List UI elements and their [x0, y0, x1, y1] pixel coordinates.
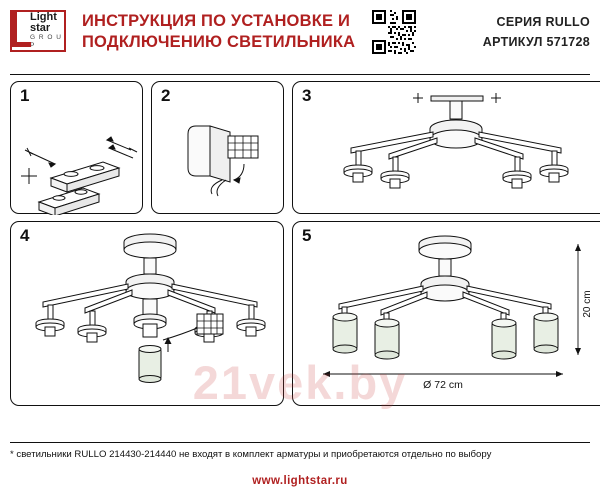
steps-row-top	[10, 81, 590, 214]
website-link[interactable]: www.lightstar.ru	[252, 475, 348, 487]
header	[10, 8, 590, 70]
step-2-illustration	[152, 82, 285, 215]
step-panel-4	[10, 221, 284, 406]
watermark: 21vek.by	[192, 356, 408, 409]
step-number-1: 1	[20, 86, 30, 105]
step-number-4: 4	[20, 226, 30, 245]
height-dimension-label: 20 cm	[582, 290, 593, 318]
step-number-5: 5	[302, 226, 312, 245]
step-1-illustration	[11, 82, 144, 215]
footnote: * светильники RULLO 214430-214440 не входят в комплект арматуры и приобретаются отдельно по выбору	[10, 442, 590, 461]
logo-text-group: G R O U P	[30, 34, 62, 49]
step-3-illustration	[293, 82, 600, 215]
page-title-line1: ИНСТРУКЦИЯ ПО УСТАНОВКЕ И	[82, 12, 351, 30]
step-number-2: 2	[161, 86, 171, 105]
page-title-line2: ПОДКЛЮЧЕНИЮ СВЕТИЛЬНИКА	[82, 33, 356, 51]
diameter-dimension-label: Ø 72 cm	[423, 379, 463, 391]
qr-code-icon	[372, 10, 416, 54]
steps-row-bottom	[10, 221, 593, 406]
page-title	[72, 8, 372, 53]
step-number-3: 3	[302, 86, 312, 105]
logo-l-mark	[12, 12, 31, 47]
article-label: АРТИКУЛ 571728	[482, 35, 590, 49]
logo-text-light: Light	[30, 11, 57, 23]
step-panel-2	[151, 81, 284, 214]
step-panel-5	[292, 221, 600, 406]
step-4-illustration	[11, 222, 285, 407]
step-5-illustration	[293, 222, 600, 407]
product-info	[422, 8, 590, 52]
logo-text-star: star	[30, 22, 51, 34]
lightstar-group-logo	[10, 8, 72, 52]
step-panel-1	[10, 81, 143, 214]
series-label: СЕРИЯ RULLO	[496, 15, 590, 29]
header-divider	[10, 74, 590, 75]
step-panel-3	[292, 81, 600, 214]
